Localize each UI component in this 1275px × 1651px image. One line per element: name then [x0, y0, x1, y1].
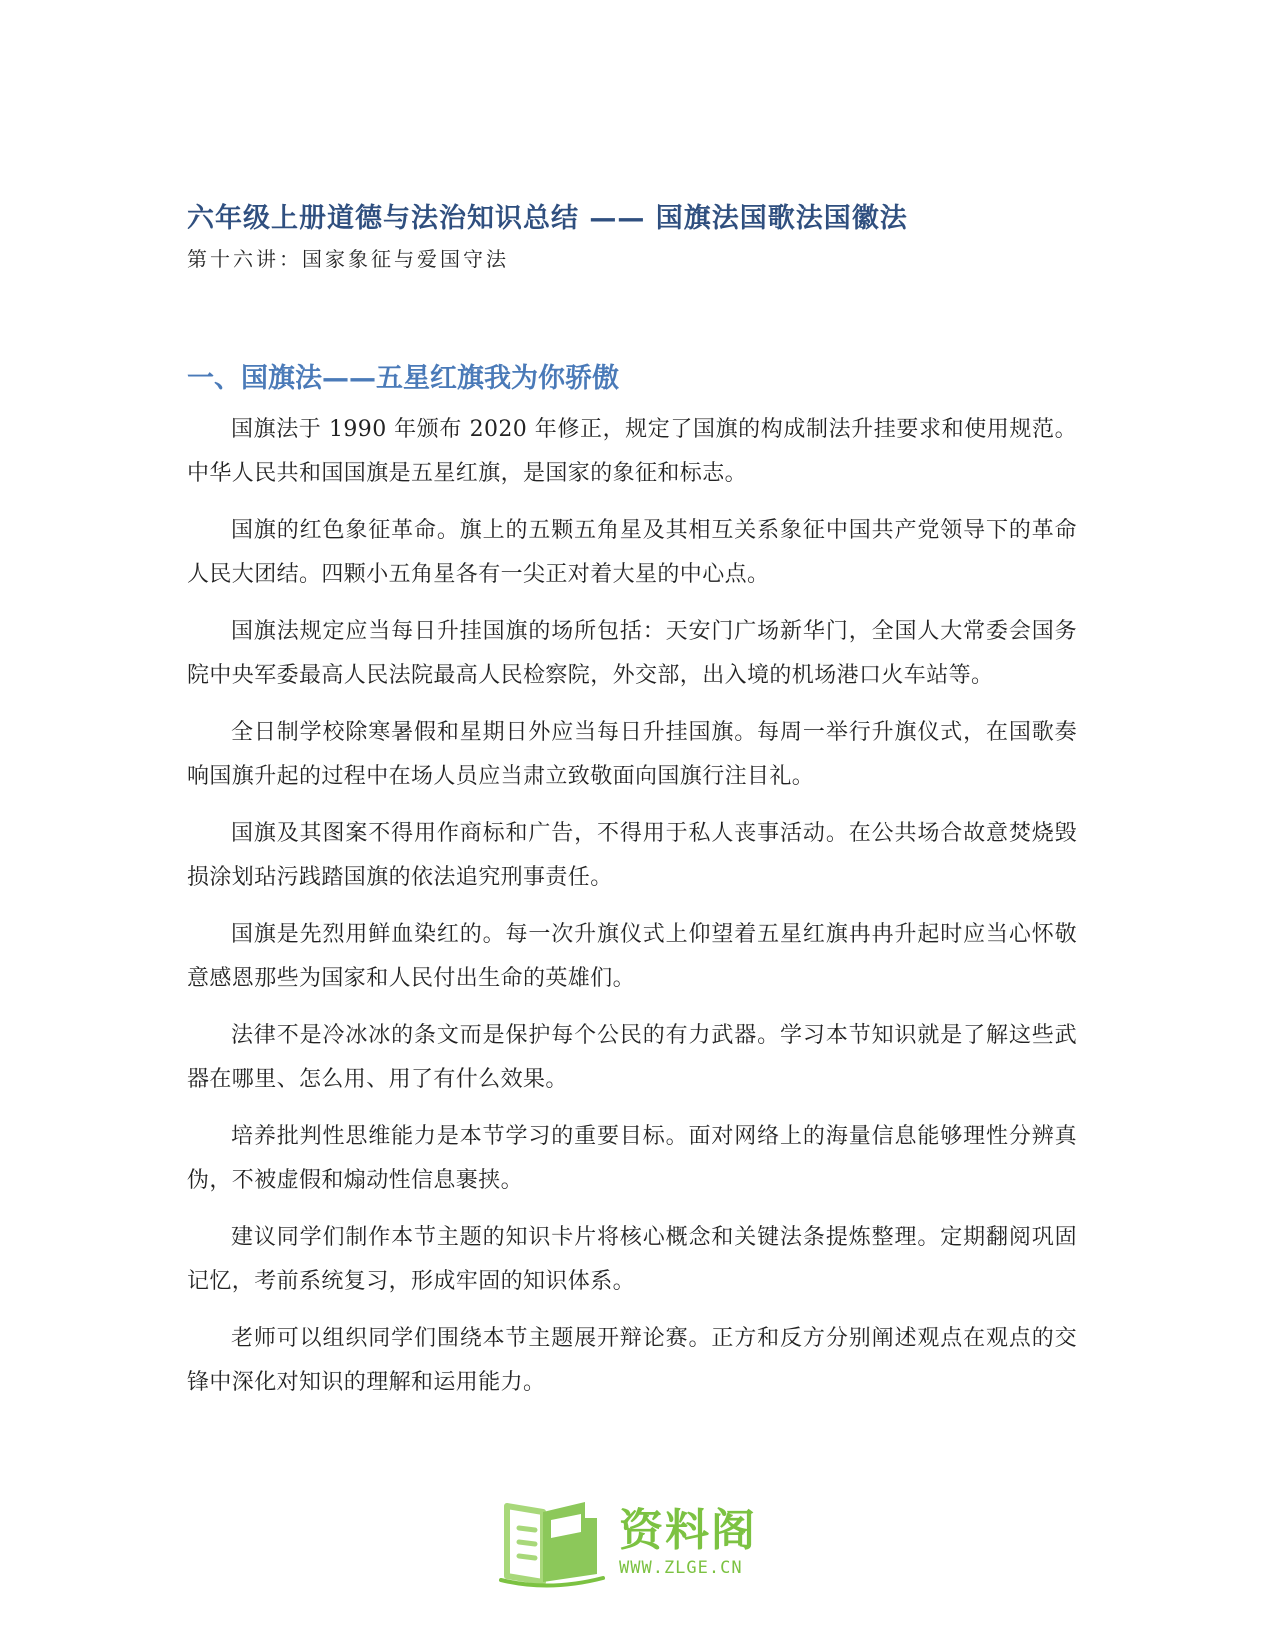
- paragraph-10: 老师可以组织同学们围绕本节主题展开辩论赛。正方和反方分别阐述观点在观点的交锋中深化对知识的理解和运用能力。: [187, 1326, 1077, 1395]
- paragraph-4: 全日制学校除寒暑假和星期日外应当每日升挂国旗。每周一举行升旗仪式，在国歌奏响国旗升起的过程中在场人员应当肃立致敬面向国旗行注目礼。: [187, 720, 1077, 789]
- paragraph-1: 国旗法于 1990 年颁布 2020 年修正，规定了国旗的构成制法升挂要求和使用规范。中华人民共和国国旗是五星红旗，是国家的象征和标志。: [187, 417, 1077, 486]
- paragraph-5: 国旗及其图案不得用作商标和广告，不得用于私人丧事活动。在公共场合故意焚烧毁损涂划玷污践踏国旗的依法追究刑事责任。: [187, 821, 1077, 890]
- document-title: 六年级上册道德与法治知识总结 —— 国旗法国歌法国徽法: [187, 203, 908, 234]
- paragraph-2: 国旗的红色象征革命。旗上的五颗五角星及其相互关系象征中国共产党领导下的革命人民大团结。四颗小五角星各有一尖正对着大星的中心点。: [187, 518, 1077, 587]
- watermark-url: WWW.ZLGE.CN: [619, 1558, 743, 1578]
- open-book-folder-icon: [493, 1492, 608, 1590]
- paragraph-6: 国旗是先烈用鲜血染红的。每一次升旗仪式上仰望着五星红旗冉冉升起时应当心怀敬意感恩那些为国家和人民付出生命的英雄们。: [187, 922, 1077, 991]
- paragraph-3: 国旗法规定应当每日升挂国旗的场所包括：天安门广场新华门，全国人大常委会国务院中央军委最高人民法院最高人民检察院，外交部，出入境的机场港口火车站等。: [187, 619, 1077, 688]
- watermark-name: 资料阁: [619, 1505, 757, 1556]
- body-text: [187, 408, 1077, 1418]
- watermark-logo: [493, 1492, 783, 1592]
- document-subtitle: 第十六讲：国家象征与爱国守法: [187, 247, 509, 271]
- paragraph-7: 法律不是冷冰冰的条文而是保护每个公民的有力武器。学习本节知识就是了解这些武器在哪里、怎么用、用了有什么效果。: [187, 1023, 1077, 1092]
- paragraph-9: 建议同学们制作本节主题的知识卡片将核心概念和关键法条提炼整理。定期翻阅巩固记忆，考前系统复习，形成牢固的知识体系。: [187, 1225, 1077, 1294]
- paragraph-8: 培养批判性思维能力是本节学习的重要目标。面对网络上的海量信息能够理性分辨真伪，不被虚假和煽动性信息裹挟。: [187, 1124, 1077, 1193]
- section-heading: 一、国旗法——五星红旗我为你骄傲: [187, 363, 619, 394]
